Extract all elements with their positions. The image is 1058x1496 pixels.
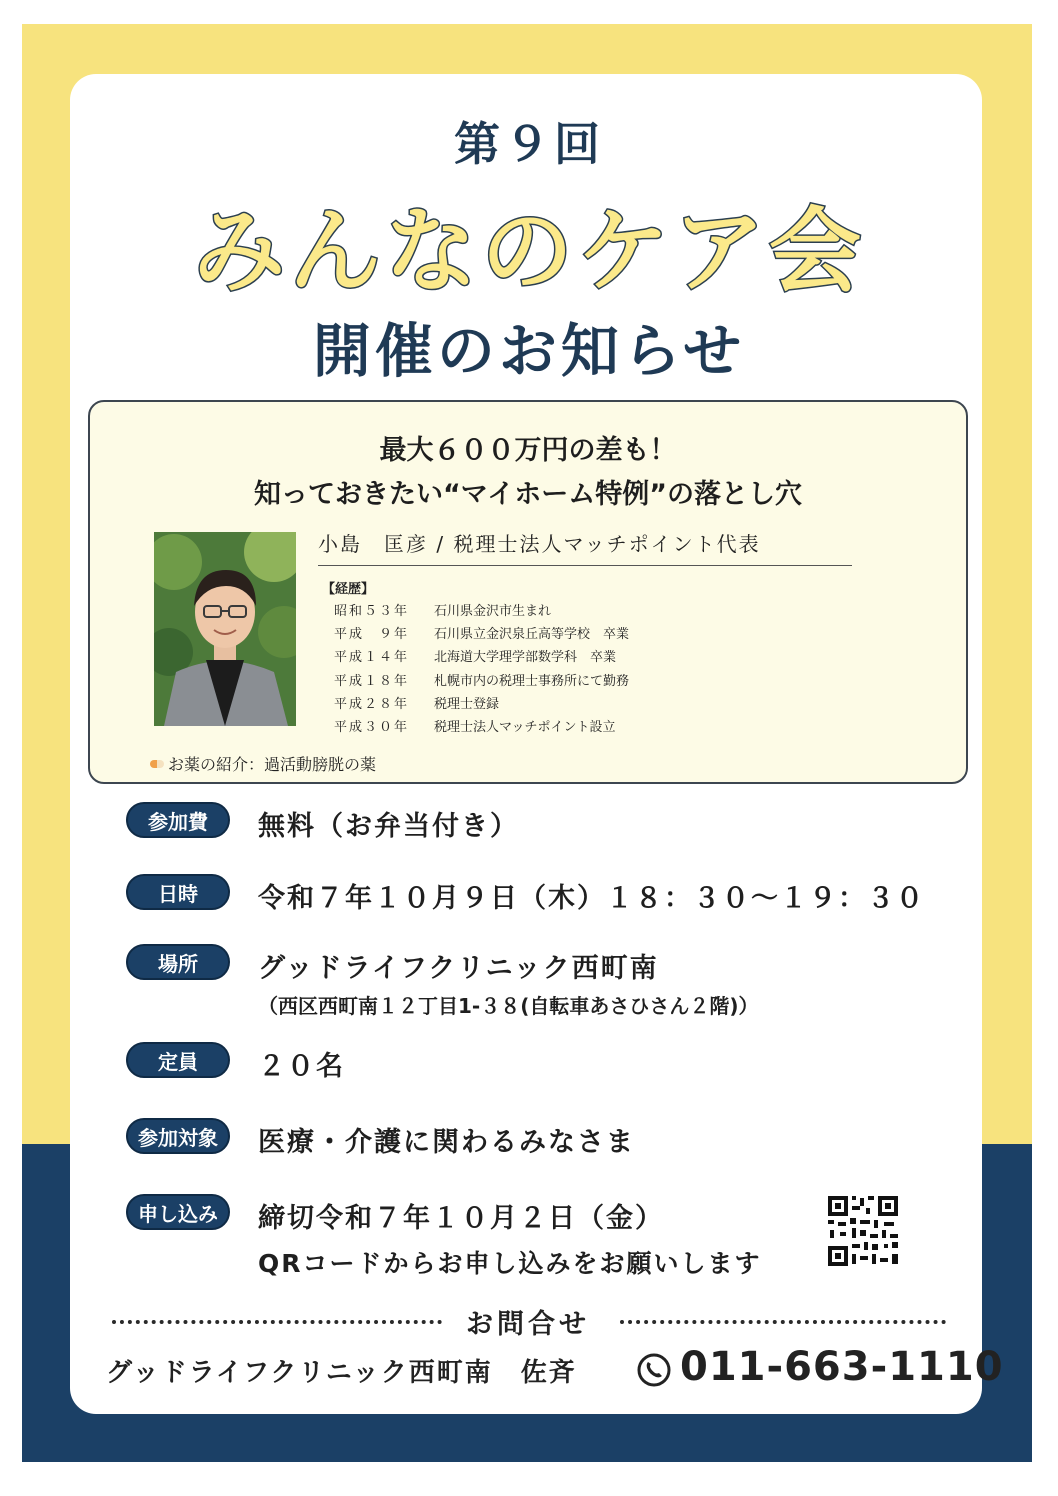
target-value: 医療・介護に関わるみなさま: [258, 1127, 635, 1158]
lecture-headline-1: 最大６００万円の差も！: [379, 435, 677, 466]
medicine-intro-text: お薬の紹介：過活動膀胱の薬: [168, 755, 377, 774]
place-address: （西区西町南１２丁目1-３８(自転車あさひさん２階)）: [258, 994, 759, 1018]
capacity-label: 定員: [126, 1042, 230, 1078]
inquiry-heading: お問合せ: [466, 1309, 590, 1340]
clinic-contact-person: グッドライフクリニック西町南 佐斉: [106, 1358, 577, 1388]
capacity-value: ２０名: [258, 1051, 345, 1082]
fee-label: 参加費: [126, 802, 230, 838]
date-label: 日時: [126, 874, 230, 910]
event-subtitle: 開催のお知らせ: [312, 317, 746, 385]
career-item: 平成１４年 北海道大学理学部数学科 卒業: [334, 650, 617, 666]
apply-note: QRコードからお申し込みをお願いします: [258, 1249, 762, 1278]
speaker-photo: [154, 532, 296, 726]
divider-right: [620, 1320, 946, 1324]
career-item: 平成 ９年 石川県立金沢泉丘高等学校 卒業: [334, 627, 630, 643]
phone-icon: [636, 1352, 672, 1388]
apply-deadline: 締切令和７年１０月２日（金）: [258, 1203, 664, 1234]
career-item: 平成３０年 税理士法人マッチポイント設立: [334, 720, 616, 736]
speaker-divider: [318, 565, 852, 566]
speaker-name: 小島 匡彦 / 税理士法人マッチポイント代表: [318, 532, 761, 556]
divider-left: [112, 1320, 442, 1324]
career-heading: 【経歴】: [322, 582, 375, 597]
qr-code-icon[interactable]: [826, 1194, 900, 1268]
career-item: 平成２８年 税理士登録: [334, 696, 500, 712]
event-title: みんなのケア会: [192, 198, 865, 305]
speaker-portrait-icon: [154, 532, 296, 726]
edition-heading: 第９回: [454, 117, 604, 171]
medicine-intro: [150, 752, 376, 775]
career-item: 昭和５３年 石川県金沢市生まれ: [334, 604, 552, 619]
pill-icon: [150, 760, 164, 768]
place-value: グッドライフクリニック西町南: [258, 953, 659, 984]
phone-number[interactable]: 011-663-1110: [680, 1344, 1004, 1390]
fee-value: 無料（お弁当付き）: [258, 811, 519, 842]
date-value: 令和７年１０月９日（木）１８：３０〜１９：３０: [258, 883, 925, 914]
target-label: 参加対象: [126, 1118, 230, 1154]
career-item: 平成１８年 札幌市内の税理士事務所にて勤務: [334, 673, 630, 689]
lecture-box: [88, 400, 968, 784]
apply-label: 申し込み: [126, 1194, 230, 1230]
place-label: 場所: [126, 944, 230, 980]
lecture-headline-2: 知っておきたい“マイホーム特例”の落とし穴: [254, 479, 802, 510]
career-list: [334, 600, 629, 739]
